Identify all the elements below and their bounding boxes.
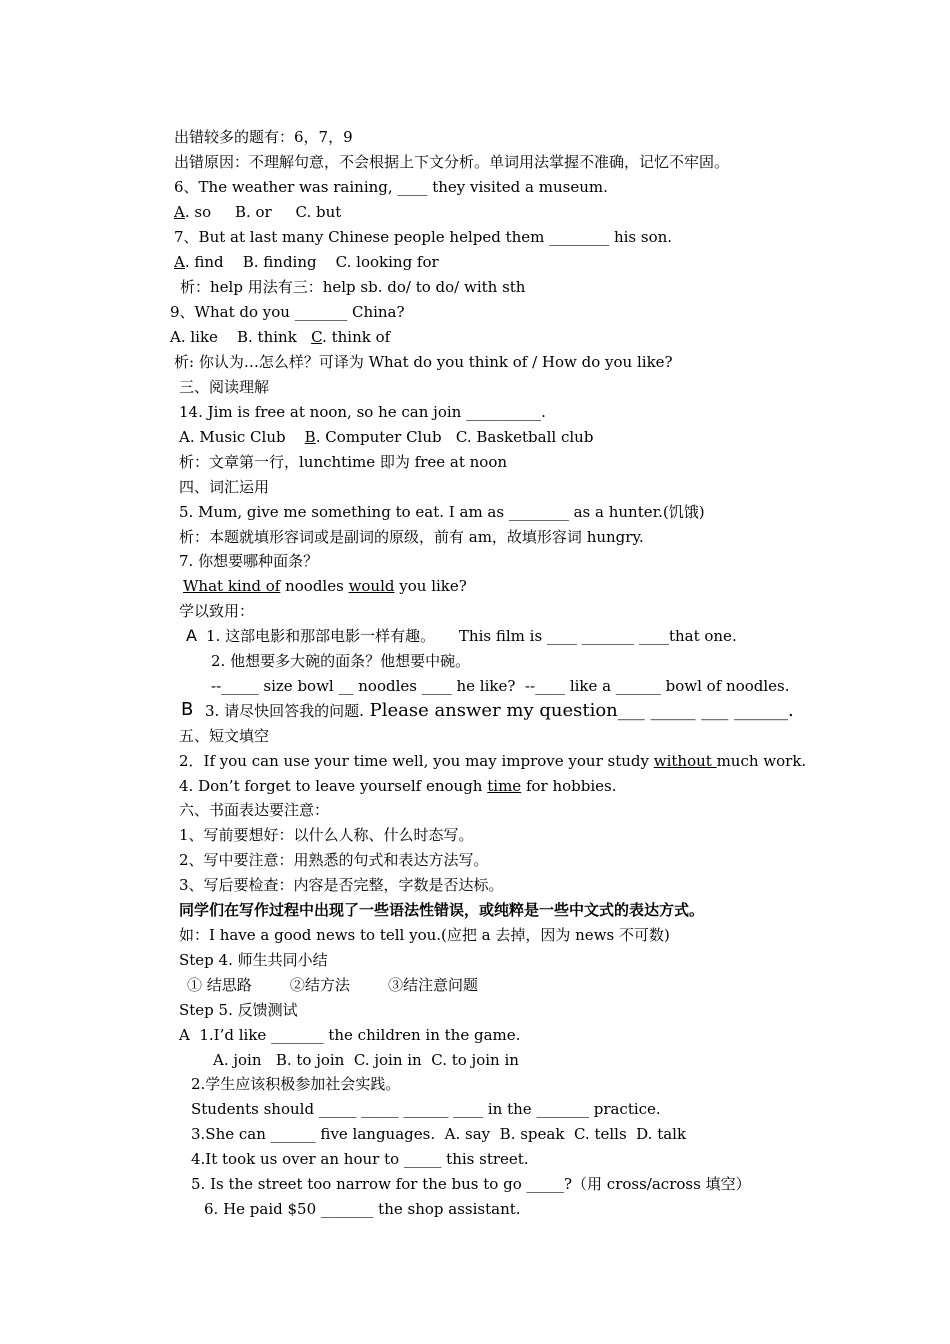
answer-marker: B <box>304 428 316 446</box>
vocabulary-question-5: 5. Mum, give me something to eat. I am as ________ as a hunter.(饥饿) <box>179 503 705 521</box>
answer-marker: A <box>174 253 185 271</box>
test-item-2-blanks: Students should _____ _____ ______ ____ in the _______ practice. <box>191 1100 661 1118</box>
reading-question-14-analysis: 析：文章第一行，lunchtime 即为 free at noon <box>179 453 508 471</box>
test-item-2: 2.学生应该积极参加社会实践。 <box>191 1075 401 1093</box>
question-7-analysis: 析：help 用法有三：help sb. do/ to do/ with sth <box>180 278 526 296</box>
test-item-3: 3.She can ______ five languages. A. say B. speak C. tells D. talk <box>191 1125 687 1143</box>
error-reason-line: 出错原因：不理解句意，不会根据上下文分析。单词用法掌握不准确，记忆不牢固。 <box>174 153 730 171</box>
cloze-item-2: 2．If you can use your time well, you may improve your study without much work. <box>179 752 807 770</box>
writing-warning: 同学们在写作过程中出现了一些语法性错误，或纯粹是一些中文式的表达方式。 <box>179 901 705 919</box>
writing-tip-1: 1、写前要想好：以什么人称、什么时态写。 <box>179 826 474 844</box>
writing-tip-3: 3、写后要检查：内容是否完整，字数是否达标。 <box>179 876 504 894</box>
question-9: 9、What do you _______ China? <box>170 303 405 321</box>
question-7-options: A. find B. finding C. looking for <box>174 253 439 271</box>
test-item-1-options: A. join B. to join C. join in C. to join in <box>213 1051 519 1069</box>
reading-question-14: 14. Jim is free at noon, so he can join __________. <box>179 403 546 421</box>
cloze-item-4: 4. Don’t forget to leave yourself enough time for hobbies. <box>179 777 617 795</box>
step-5-heading: Step 5. 反馈测试 <box>179 1001 298 1019</box>
step-4-summary: ① 结思路 ②结方法 ③结注意问题 <box>187 976 479 994</box>
reading-question-14-options: A. Music Club B. Computer Club C. Basketball club <box>179 428 594 446</box>
answer-marker: C <box>311 328 323 346</box>
section-heading-reading: 三、阅读理解 <box>179 378 270 396</box>
practice-level-a-label: A <box>186 626 197 645</box>
test-item-5: 5. Is the street too narrow for the bus to go _____?（用 cross/across 填空） <box>191 1175 751 1193</box>
error-summary-line: 出错较多的题有：6，7，9 <box>174 128 353 146</box>
section-heading-vocabulary: 四、词汇运用 <box>179 478 270 496</box>
practice-item-1: 1. 这部电影和那部电影一样有趣。 This film is ____ _______ ____that one. <box>206 627 737 645</box>
writing-example: 如：I have a good news to tell you.(应把 a 去掉，因为 news 不可数) <box>179 926 670 944</box>
practice-heading: 学以致用： <box>179 602 255 620</box>
test-item-1: A 1.I’d like _______ the children in the game. <box>179 1026 521 1044</box>
practice-level-b-label: B <box>181 699 194 720</box>
vocabulary-question-7: 7. 你想要哪种面条？ <box>179 552 319 570</box>
practice-item-3: 3. 请尽快回答我的问题. Please answer my question___ _____ ___ ______. <box>205 700 794 721</box>
test-item-4: 4.It took us over an hour to _____ this street. <box>191 1150 529 1168</box>
practice-item-2: 2. 他想要多大碗的面条？他想要中碗。 <box>211 652 471 670</box>
answer-marker: A <box>174 203 185 221</box>
question-6: 6、The weather was raining, ____ they visited a museum. <box>174 178 608 196</box>
practice-item-2-blanks: --_____ size bowl __ noodles ____ he like? --____ like a ______ bowl of noodles. <box>211 677 790 695</box>
section-heading-cloze: 五、短文填空 <box>179 727 270 745</box>
test-item-6: 6. He paid $50 _______ the shop assistant. <box>204 1200 521 1218</box>
question-7: 7、But at last many Chinese people helped them ________ his son. <box>174 228 673 246</box>
section-heading-writing: 六、书面表达要注意： <box>179 801 330 819</box>
step-4-heading: Step 4. 师生共同小结 <box>179 951 328 969</box>
question-9-analysis: 析: 你认为…怎么样？可译为 What do you think of / How do you like? <box>174 353 673 371</box>
question-6-options: A. so B. or C. but <box>174 203 342 221</box>
question-9-options: A. like B. think C. think of <box>170 328 391 346</box>
vocabulary-question-5-analysis: 析：本题就填形容词或是副词的原级，前有 am，故填形容词 hungry. <box>179 528 644 546</box>
vocabulary-question-7-answer: What kind of noodles would you like? <box>183 577 467 595</box>
writing-tip-2: 2、写中要注意：用熟悉的句式和表达方法写。 <box>179 851 489 869</box>
